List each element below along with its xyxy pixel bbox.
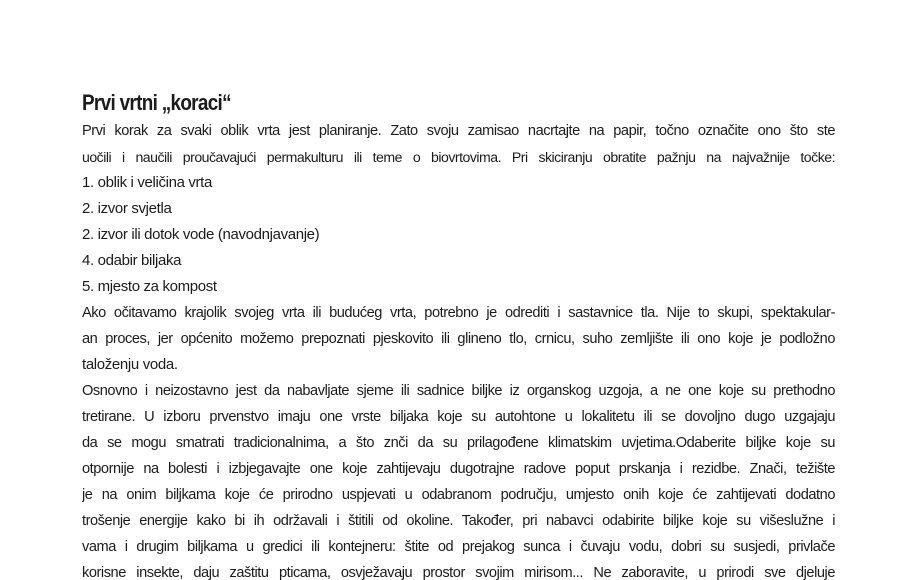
list-item-text: 2. izvor ili dotok vode (navodnjavanje)	[82, 226, 320, 243]
seed-paragraph-line	[82, 430, 835, 456]
list-item	[82, 170, 835, 196]
seed-line-text: otpornije na bolesti i izbjegavajte one koje zahtijevaju dugotrajne radove poput prskanja i rezidbe. Znači, težište	[82, 461, 835, 477]
intro-line-text: uočili i naučili proučavajući permakulturu ili teme o biovrtovima. Pri skiciranju obratite pažnju na najvažnije točke:	[82, 149, 835, 165]
soil-line-text: Ako očitavamo krajolik svojeg vrta ili budućeg vrta, potrebno je odrediti i sastavnice tla. Nije to skupi, spektakular-	[82, 305, 835, 321]
article-body	[82, 88, 835, 580]
soil-paragraph-line	[82, 326, 835, 352]
seed-paragraph-line	[82, 482, 835, 508]
intro-line	[82, 118, 835, 144]
list-item	[82, 248, 835, 274]
list-item-text: 2. izvor svjetla	[82, 200, 172, 217]
intro-line-text: Prvi korak za svaki oblik vrta jest planiranje. Zato svoju zamisao nacrtajte na papir, točno označite ono što ste	[82, 123, 835, 139]
soil-paragraph-line	[82, 352, 835, 378]
seed-line-text: trošenje energije kako bi ih održavali i štitili od okoline. Također, pri nabavci odabirite biljke koje su višeslužne i	[82, 513, 835, 529]
seed-line-text: tretirane. U izboru prvenstvo imaju one vrste biljaka koje su autohtone u lokalitetu ili se dovoljno dugo uzgajaju	[82, 409, 835, 425]
list-item-text: 4. odabir biljaka	[82, 252, 182, 269]
intro-line	[82, 144, 835, 170]
seed-line-text: korisne insekte, daju zaštitu pticama, osvježavaju prostor svojim mirisom... Ne zaboravite, u prirodi sve djeluje	[82, 565, 835, 580]
list-item	[82, 274, 835, 300]
soil-line-text: taloženju voda.	[82, 356, 178, 373]
soil-line-text: an proces, jer općenito možemo prepoznati pjeskovito ili glineno tlo, crnicu, suho zemljište ili ono koje je podložno	[82, 331, 835, 347]
seed-line-text: da se mogu smatrati tradicionalnima, a što znči da su prilagođene klimatskim uvjetima.Odaberite biljke koje su	[82, 435, 835, 451]
soil-paragraph-line	[82, 300, 835, 326]
list-item	[82, 196, 835, 222]
seed-line-text: Osnovno i neizostavno jest da nabavljate sjeme ili sadnice biljke iz organskog uzgoja, a ne one koje su prethodno	[82, 383, 835, 399]
seed-line-text: je na onim biljkama koje će prirodno uspjevati u odabranom području, umjesto onih koje će zahtijevati dodatno	[82, 487, 835, 503]
seed-paragraph-line	[82, 534, 835, 560]
list-item-text: 5. mjesto za kompost	[82, 278, 217, 295]
list-item	[82, 222, 835, 248]
list-item-text: 1. oblik i veličina vrta	[82, 174, 212, 191]
seed-paragraph-line	[82, 404, 835, 430]
section-title: Prvi vrtni „koraci“	[82, 90, 231, 115]
seed-paragraph-line	[82, 456, 835, 482]
seed-line-text: vama i drugim biljkama u gredici ili kontejneru: štite od prejakog sunca i čuvaju vodu, dobri su susjedi, privlače	[82, 539, 835, 555]
seed-paragraph-line	[82, 560, 835, 580]
seed-paragraph-line	[82, 378, 835, 404]
seed-paragraph-line	[82, 508, 835, 534]
